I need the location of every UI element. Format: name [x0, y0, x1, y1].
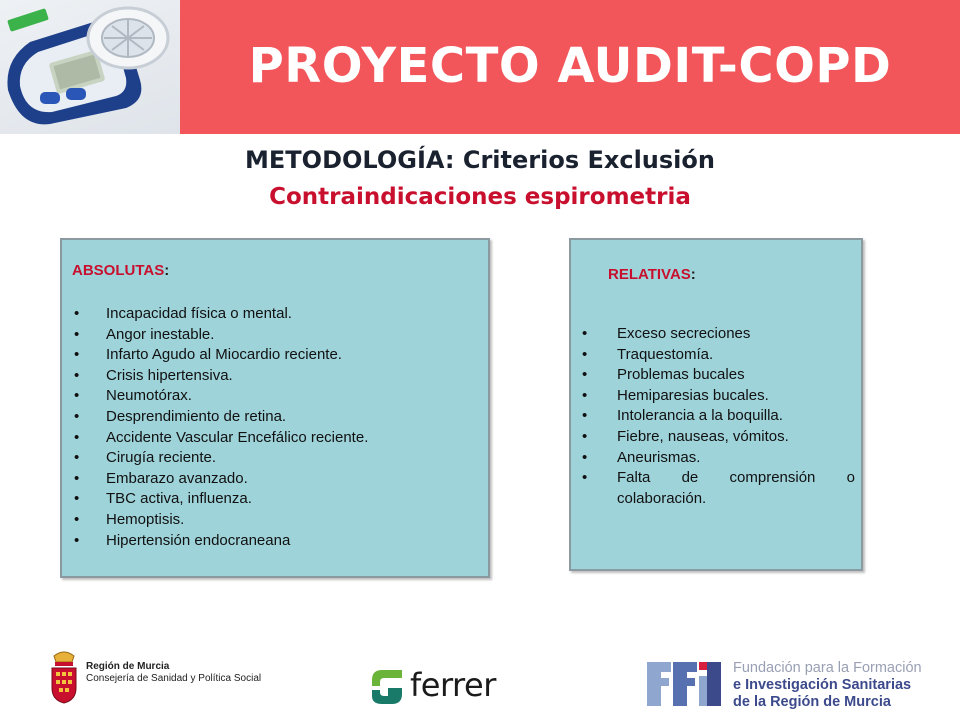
list-item: • Neumotórax.	[106, 386, 476, 407]
murcia-name: Región de Murcia	[86, 661, 170, 672]
section-heading: METODOLOGÍA: Criterios Exclusión	[245, 146, 715, 174]
list-item: • Incapacidad física o mental.	[106, 304, 476, 325]
list-item: • TBC activa, influenza.	[106, 489, 476, 510]
relativas-list	[617, 324, 855, 509]
absolutas-title: ABSOLUTAS:	[72, 262, 170, 279]
ffis-line-3: de la Región de Murcia	[733, 694, 891, 710]
list-item: • Fiebre, nauseas, vómitos.	[617, 427, 855, 448]
list-item: • Hipertensión endocraneana	[106, 531, 476, 552]
list-item: • Falta de comprensión o colaboración.	[617, 468, 855, 509]
ffis-line-2: e Investigación Sanitarias	[733, 677, 912, 693]
section-subheading: Contraindicaciones espirometria	[269, 184, 691, 210]
list-item: • Infarto Agudo al Miocardio reciente.	[106, 345, 476, 366]
list-item: • Hemiparesias bucales.	[617, 386, 855, 407]
ffis-line-1: Fundación para la Formación	[733, 660, 922, 676]
list-item: • Hemoptisis.	[106, 510, 476, 531]
ffis-logo	[645, 658, 945, 712]
list-item: • Embarazo avanzado.	[106, 469, 476, 490]
absolutas-list	[106, 304, 476, 551]
list-item: • Accidente Vascular Encefálico reciente.	[106, 428, 476, 449]
list-item: • Cirugía reciente.	[106, 448, 476, 469]
relativas-box	[569, 238, 863, 571]
list-item: • Angor inestable.	[106, 325, 476, 346]
list-item: • Crisis hipertensiva.	[106, 366, 476, 387]
ferrer-logo	[368, 666, 496, 710]
header-band	[180, 0, 960, 134]
murcia-department: Consejería de Sanidad y Política Social	[86, 673, 262, 684]
relativas-title: RELATIVAS:	[608, 266, 696, 283]
ferrer-logo-icon	[368, 666, 406, 706]
region-murcia-logo	[48, 646, 268, 706]
ffis-logo-icon	[645, 658, 725, 710]
list-item: • Desprendimiento de retina.	[106, 407, 476, 428]
spirometer-device-icon	[0, 0, 180, 134]
ferrer-name: ferrer	[410, 666, 496, 704]
list-item: • Exceso secreciones	[617, 324, 855, 345]
spirometer-image	[0, 0, 180, 134]
list-item: • Problemas bucales	[617, 365, 855, 386]
list-item: • Aneurismas.	[617, 448, 855, 469]
page-title: PROYECTO AUDIT-COPD	[248, 38, 892, 94]
list-item: • Intolerancia a la boquilla.	[617, 406, 855, 427]
absolutas-box	[60, 238, 490, 578]
list-item: • Traquestomía.	[617, 345, 855, 366]
coat-of-arms-icon	[48, 646, 80, 704]
